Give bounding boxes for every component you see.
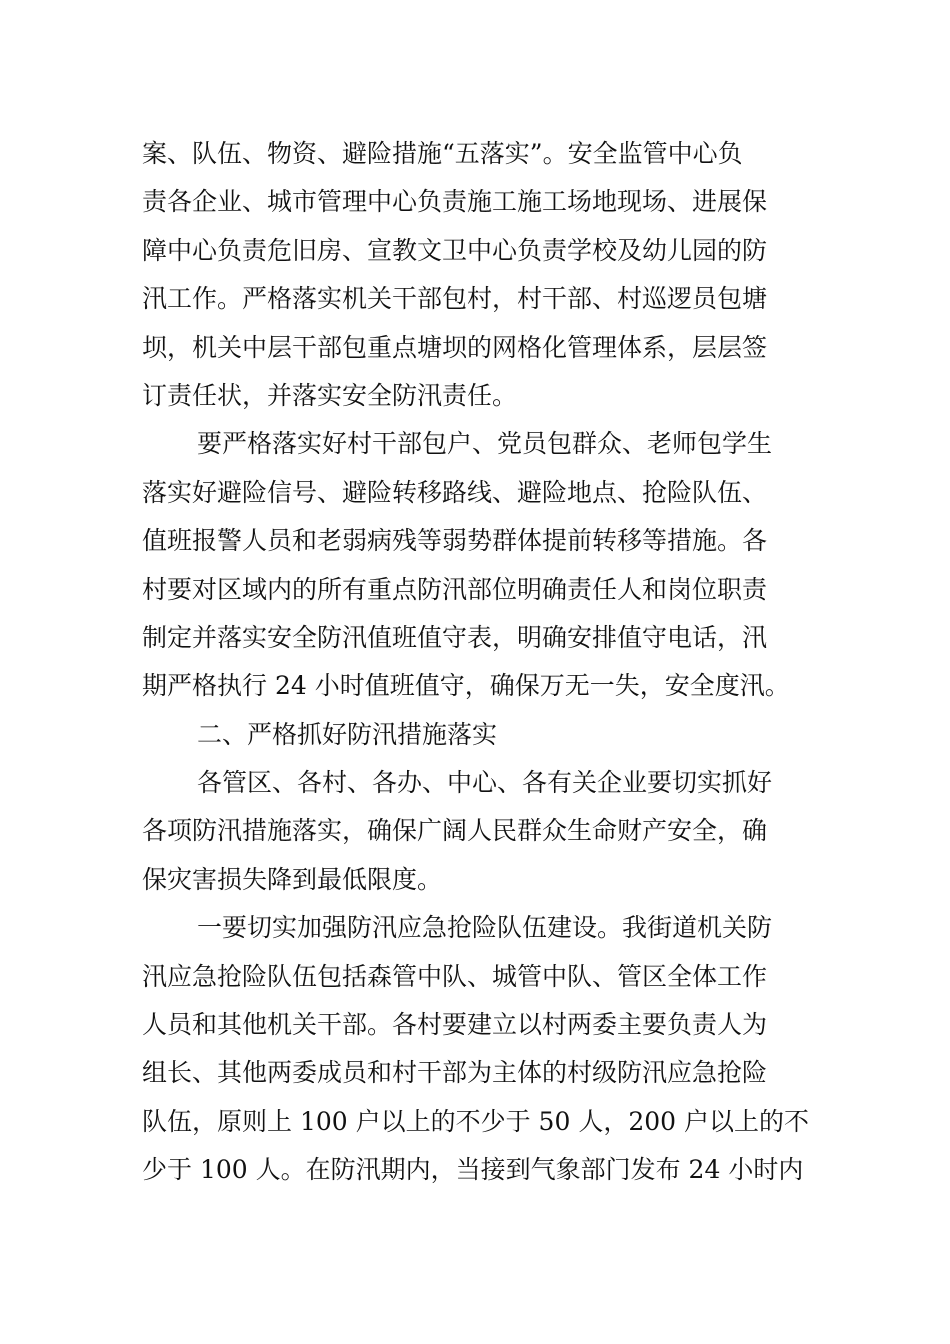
text-line: 各项防汛措施落实，确保广阔人民群众生命财产安全，确 bbox=[142, 816, 768, 846]
text-line: 汛应急抢险队伍包括森管中队、城管中队、管区全体工作 bbox=[142, 961, 768, 991]
section-heading: 二、严格抓好防汛措施落实 bbox=[197, 719, 498, 749]
text-line: 障中心负责危旧房、宣教文卫中心负责学校及幼儿园的防 bbox=[142, 235, 768, 265]
text-line: 案、队伍、物资、避险措施“五落实”。安全监管中心负 bbox=[142, 139, 743, 168]
text-line: 订责任状，并落实安全防汛责任。 bbox=[142, 380, 518, 410]
text-line: 责各企业、城市管理中心负责施工施工场地现场、进展保 bbox=[142, 187, 768, 217]
text-line: 村要对区域内的所有重点防汛部位明确责任人和岗位职责 bbox=[142, 574, 768, 604]
text-line: 制定并落实安全防汛值班值守表，明确安排值守电话，汛 bbox=[142, 622, 768, 652]
text-line: 值班报警人员和老弱病残等弱势群体提前转移等措施。各 bbox=[142, 526, 768, 556]
text-line-paragraph-start: 各管区、各村、各办、中心、各有关企业要切实抓好 bbox=[197, 768, 773, 798]
text-line: 队伍，原则上 100 户以上的不少于 50 人，200 户以上的不 bbox=[142, 1106, 809, 1136]
text-line: 保灾害损失降到最低限度。 bbox=[142, 864, 443, 894]
text-line: 落实好避险信号、避险转移路线、避险地点、抢险队伍、 bbox=[142, 477, 768, 507]
body-text bbox=[142, 130, 812, 1195]
text-line: 人员和其他机关干部。各村要建立以村两委主要负责人为 bbox=[142, 1010, 768, 1040]
text-line: 少于 100 人。在防汛期内，当接到气象部门发布 24 小时内 bbox=[142, 1155, 804, 1185]
text-line: 期严格执行 24 小时值班值守，确保万无一失，安全度汛。 bbox=[142, 671, 790, 701]
text-line-paragraph-start: 一要切实加强防汛应急抢险队伍建设。我街道机关防 bbox=[197, 913, 773, 943]
text-line-paragraph-start: 要严格落实好村干部包户、党员包群众、老师包学生 bbox=[197, 429, 773, 459]
text-line: 组长、其他两委成员和村干部为主体的村级防汛应急抢险 bbox=[142, 1058, 768, 1088]
text-line: 汛工作。严格落实机关干部包村，村干部、村巡逻员包塘 bbox=[142, 284, 768, 314]
text-line: 坝，机关中层干部包重点塘坝的网格化管理体系，层层签 bbox=[142, 332, 768, 362]
